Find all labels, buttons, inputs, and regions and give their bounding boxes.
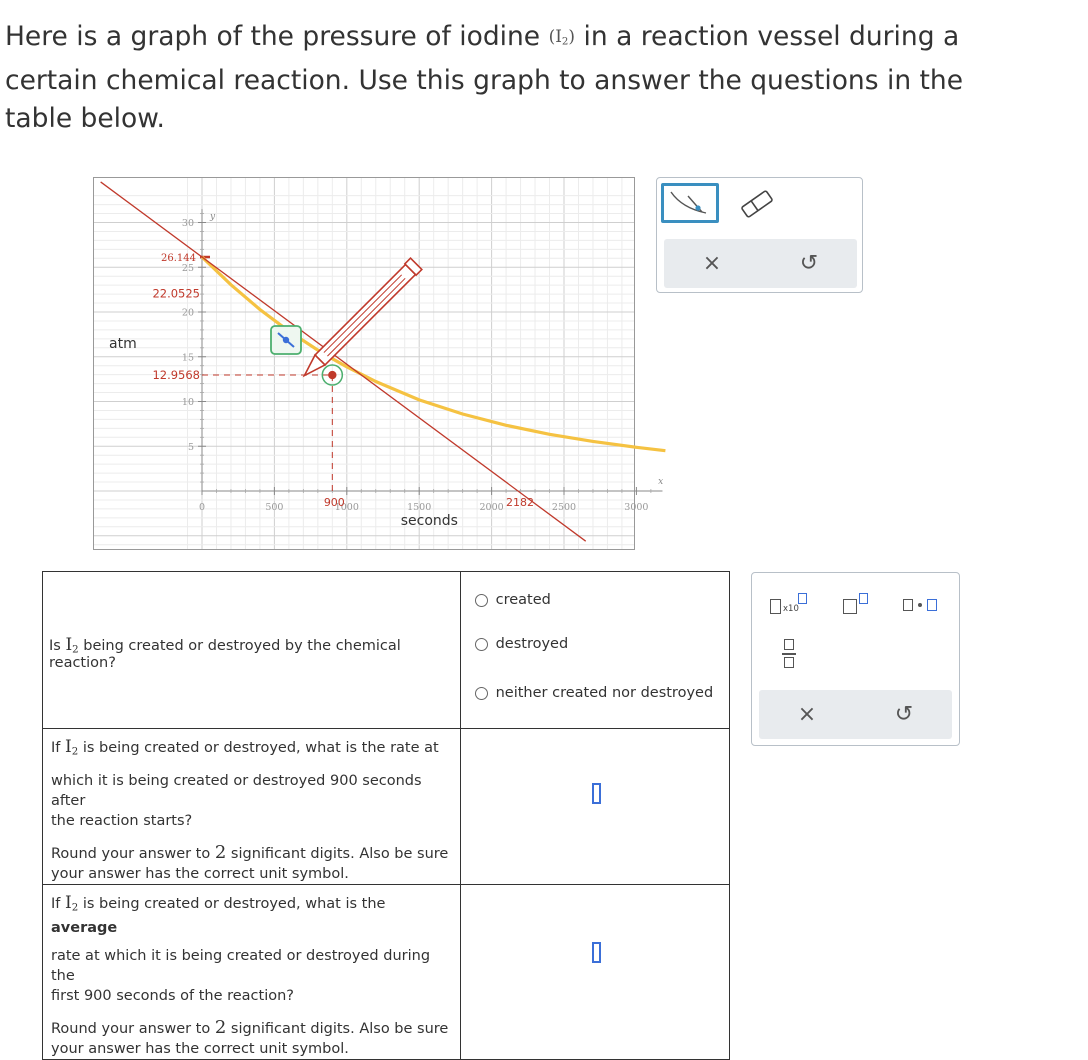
- x-tick-label: 500: [265, 502, 284, 513]
- eraser-icon: [735, 188, 780, 220]
- intro-line1a: Here is a graph of the pressure of iodine: [5, 21, 541, 52]
- clear-keypad-button[interactable]: [759, 690, 855, 739]
- option-neither[interactable]: neither created nor destroyed: [475, 685, 714, 701]
- answer-cell-options: [460, 572, 729, 729]
- intro-line1b: in a reaction vessel during a: [583, 21, 960, 52]
- rate-answer-input[interactable]: [592, 783, 601, 804]
- y-axis-var-label: y: [210, 211, 216, 222]
- y-intercept-label: 26.144: [161, 253, 196, 265]
- question-table: [42, 571, 730, 1060]
- question-cell: [43, 884, 461, 1060]
- tangent-tool-button[interactable]: [661, 183, 719, 223]
- question-cell: [43, 572, 461, 729]
- times-ten-button[interactable]: [770, 593, 810, 617]
- y-tick-label: 25: [181, 262, 194, 274]
- close-icon: ×: [797, 702, 817, 727]
- graph-toolbox: [656, 177, 863, 293]
- point-x-label: 900: [323, 496, 345, 509]
- question-1-text: Is $I_2$ being created or destroyed by the chemical reaction?: [49, 634, 401, 672]
- multiply-dot-button[interactable]: [903, 595, 943, 613]
- question-intro: [5, 18, 1065, 138]
- y-tick-label: 15: [181, 352, 194, 364]
- tangent-line: [101, 182, 586, 541]
- x-tick-label: 2500: [551, 502, 577, 513]
- option-created[interactable]: created: [475, 592, 551, 608]
- keypad-action-bar: [759, 690, 952, 739]
- eraser-tool-button[interactable]: [735, 188, 780, 220]
- x-axis-title: seconds: [400, 513, 458, 529]
- tangent-handle-icon: [271, 326, 301, 354]
- y-tick-label: 30: [181, 218, 194, 229]
- tangent-point: [328, 371, 336, 379]
- radio-created[interactable]: [475, 594, 488, 607]
- math-keypad: [751, 572, 960, 746]
- point-y-label: 12.9568: [152, 368, 200, 383]
- close-icon: ×: [702, 251, 722, 276]
- table-row-instant-rate: [43, 729, 730, 885]
- undo-icon: ↺: [799, 251, 819, 276]
- undo-keypad-button[interactable]: [856, 690, 952, 739]
- graph-panel[interactable]: [93, 177, 664, 550]
- fraction-button[interactable]: [782, 637, 798, 671]
- grid-lines: [94, 178, 634, 549]
- intro-line2: certain chemical reaction. Use this graph to answer the questions in the: [5, 64, 964, 96]
- question-3-text: If $I_2$ is being created or destroyed, what is the average rate at which it is being created or destroyed during the first 900 seconds of the reaction? Round your answer to 2 significant digits. Also be sure your answer has the correct unit symbol.: [51, 892, 449, 1058]
- radio-destroyed[interactable]: [475, 638, 488, 651]
- y-tick-label: 10: [181, 397, 194, 408]
- clear-graph-button[interactable]: [664, 239, 760, 288]
- x-tick-label: 3000: [624, 502, 649, 513]
- times-ten-label: x10: [783, 604, 799, 614]
- iodine-formula: $(I_2)$: [548, 27, 576, 48]
- chart-labels: [109, 212, 663, 529]
- pressure-chart[interactable]: [94, 178, 664, 549]
- x-tick-label: 1500: [407, 502, 432, 513]
- y-tick-label: 5: [187, 441, 194, 453]
- x-tick-label: 0: [198, 502, 206, 513]
- second-point-y-label: 22.0525: [152, 286, 200, 301]
- x-intercept-label: 2182: [505, 496, 534, 509]
- option-destroyed[interactable]: destroyed: [475, 636, 569, 652]
- x-axis-var-label: x: [658, 477, 664, 487]
- answer-cell-rate: [460, 729, 729, 885]
- y-tick-label: 20: [181, 307, 194, 319]
- x-tick-label: 2000: [479, 502, 504, 513]
- table-row-created-destroyed: [43, 572, 730, 729]
- exponent-button[interactable]: [843, 593, 873, 617]
- tangent-pen-icon: [664, 186, 716, 220]
- answer-cell-average-rate: [460, 884, 729, 1060]
- question-2-text: If $I_2$ is being created or destroyed, what is the rate at which it is being created or destroyed 900 seconds after the reaction starts? Round your answer to 2 significant digits. Also be sure your answer has the correct unit symbol.: [51, 737, 449, 882]
- y-axis-title: atm: [109, 336, 137, 352]
- undo-icon: ↺: [894, 702, 914, 727]
- question-cell: [43, 729, 461, 885]
- undo-graph-button[interactable]: [761, 239, 857, 288]
- x-tick-label: 1000: [334, 502, 359, 513]
- intro-line3: table below.: [5, 102, 165, 134]
- toolbox-action-bar: [664, 239, 857, 288]
- table-row-average-rate: [43, 884, 730, 1060]
- radio-neither[interactable]: [475, 687, 488, 700]
- guide-dashes: [200, 257, 332, 491]
- average-rate-answer-input[interactable]: [592, 942, 601, 963]
